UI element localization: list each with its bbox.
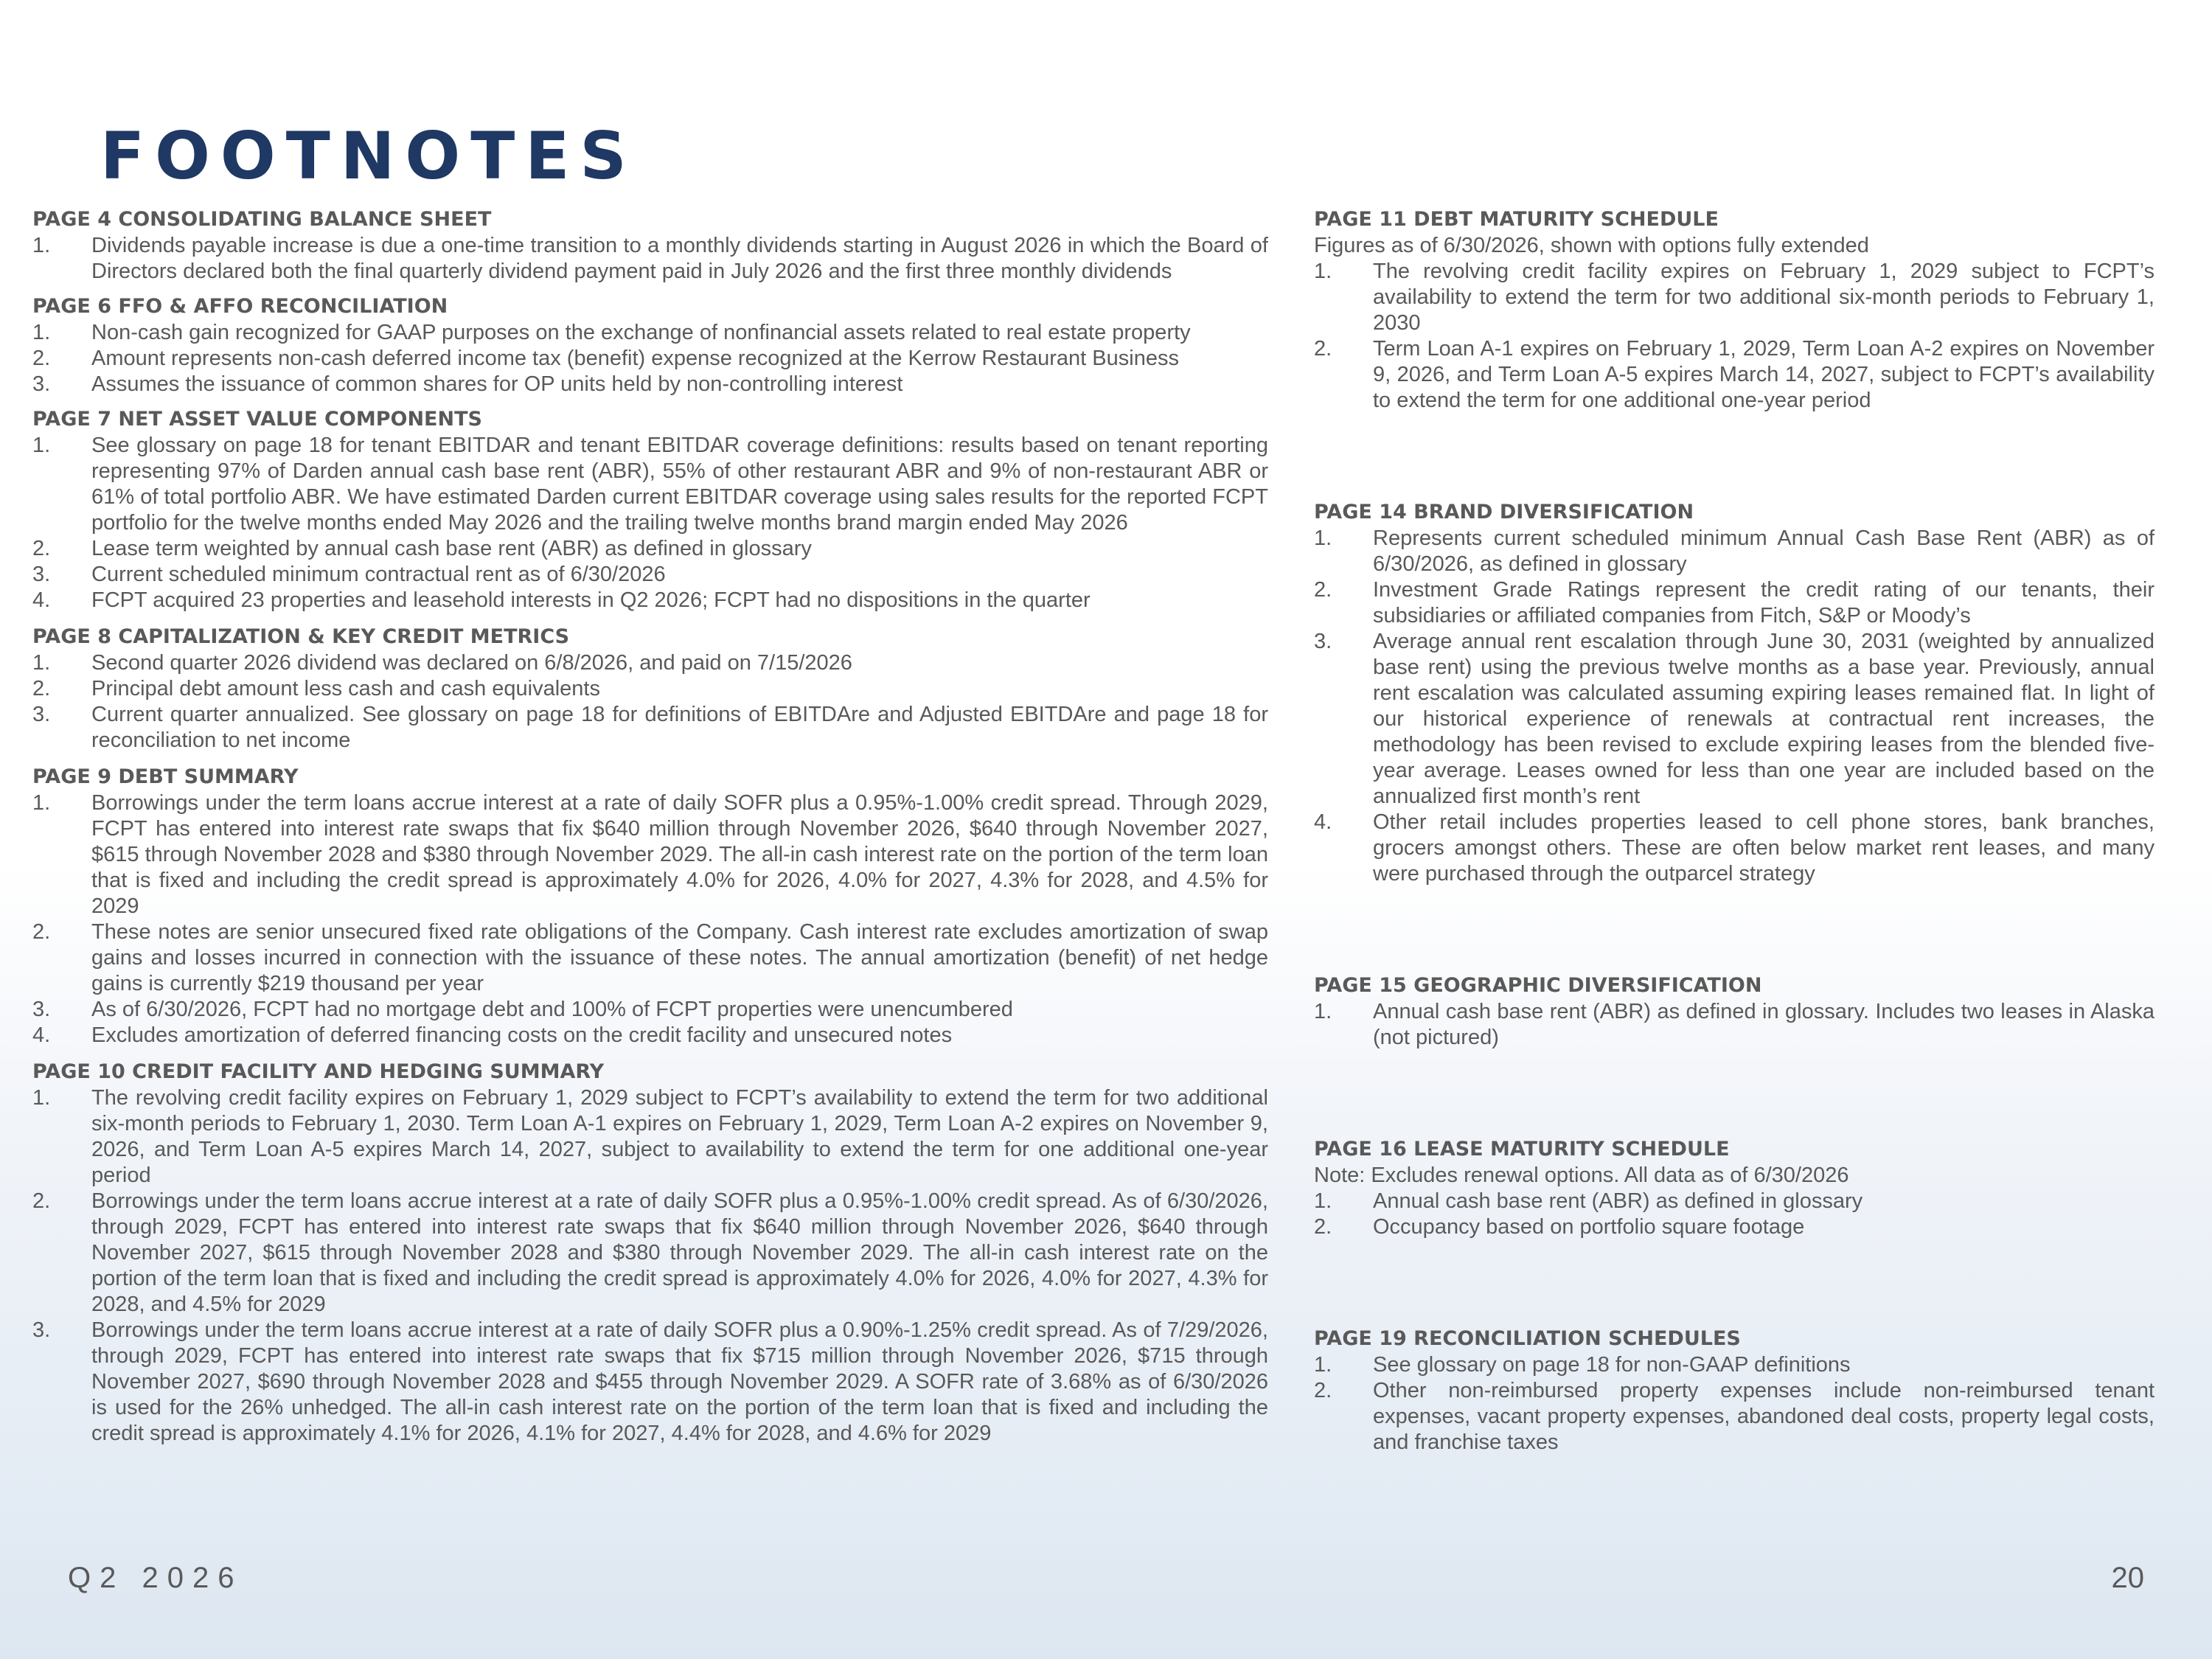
section-heading: PAGE 11 DEBT MATURITY SCHEDULE — [1314, 208, 1719, 231]
footnote-item — [32, 588, 1268, 613]
section-heading: PAGE 6 FFO & AFFO RECONCILIATION — [32, 295, 448, 318]
footnote-text: Other retail includes properties leased to cell phone stores, bank branches, grocers amongst others. These are often below market rent leases, and many were purchased through the outparcel strategy — [1373, 810, 2154, 886]
footnote-item — [32, 1085, 1268, 1189]
footnote-section — [1314, 1136, 2154, 1240]
footnote-text: FCPT acquired 23 properties and leasehold interests in Q2 2026; FCPT had no dispositions in the quarter — [91, 588, 1091, 612]
footnote-text: Annual cash base rent (ABR) as defined in glossary. Includes two leases in Alaska (not pictured) — [1373, 1000, 2154, 1049]
footnote-item — [32, 346, 1268, 372]
footnote-item — [32, 650, 1268, 676]
footnote-number: 2. — [1314, 1379, 1332, 1402]
footnote-item — [32, 997, 1268, 1023]
footnote-number: 3. — [32, 998, 51, 1021]
footnote-text: Excludes amortization of deferred financing costs on the credit facility and unsecured notes — [91, 1023, 953, 1047]
footnote-text: These notes are senior unsecured fixed rate obligations of the Company. Cash interest rate excludes amortization of swap gains and losses incurred in connection with the issuance of these notes. The annual amortization (benefit) of net hedge gains is currently $219 thousand per year — [91, 920, 1268, 995]
footnote-section — [1314, 973, 2154, 1051]
footnote-number: 1. — [32, 234, 51, 257]
footnote-item — [32, 433, 1268, 536]
footnote-item — [1314, 1352, 2154, 1378]
footnote-item — [32, 702, 1268, 754]
footnote-text: Lease term weighted by annual cash base rent (ABR) as defined in glossary — [91, 537, 812, 560]
footnote-item — [1314, 999, 2154, 1051]
footnote-number: 2. — [1314, 578, 1332, 602]
footnote-item — [1314, 629, 2154, 810]
page-number: 20 — [2111, 1562, 2144, 1594]
footnote-list — [1314, 526, 2154, 887]
footnote-number: 1. — [32, 434, 51, 457]
footnote-item — [32, 1318, 1268, 1447]
footer-period: Q2 2026 — [68, 1562, 243, 1594]
footnote-item — [1314, 1214, 2154, 1240]
footnote-section — [32, 406, 1268, 613]
footnote-text: Investment Grade Ratings represent the credit rating of our tenants, their subsidiaries or affiliated companies from Fitch, S&P or Moody’s — [1373, 578, 2154, 627]
footnote-item — [32, 676, 1268, 702]
footnote-text: The revolving credit facility expires on February 1, 2029 subject to FCPT’s availability to extend the term for two additional six-month periods to February 1, 2030. Term Loan A-1 expires on February 1, 2029, Term Loan A-2 expires on November 9, 2026, and Term Loan A-5 expires March 14, 2027, subject to availability to extend the term for one additional one-year period — [91, 1086, 1268, 1187]
footnote-list — [32, 320, 1268, 397]
footnote-number: 2. — [1314, 337, 1332, 361]
section-heading: PAGE 7 NET ASSET VALUE COMPONENTS — [32, 408, 482, 431]
footnote-text: Assumes the issuance of common shares for OP units held by non-controlling interest — [91, 372, 903, 396]
footnote-list — [32, 1085, 1268, 1447]
footnote-text: Dividends payable increase is due a one-time transition to a monthly dividends starting in August 2026 in which the Board of Directors declared both the final quarterly dividend payment paid in July 2026 and the first three monthly dividends — [91, 234, 1268, 283]
footnote-item — [1314, 336, 2154, 414]
footnote-list — [32, 650, 1268, 754]
section-heading: PAGE 16 LEASE MATURITY SCHEDULE — [1314, 1138, 1730, 1161]
footnote-item — [1314, 1378, 2154, 1455]
footnote-text: Term Loan A-1 expires on February 1, 2029, Term Loan A-2 expires on November 9, 2026, and Term Loan A-5 expires March 14, 2027, subject to FCPT’s availability to extend the term for one additional one-year period — [1373, 337, 2154, 412]
footnote-number: 2. — [32, 1189, 51, 1213]
left-footnotes-column — [32, 206, 1268, 1447]
footnote-text: Average annual rent escalation through June 30, 2031 (weighted by annualized base rent) using the previous twelve months as a base year. Previously, annual rent escalation was calculated assuming expiring leases remained flat. In light of our historical experience of renewals at contractual rent increases, the methodology has been revised to exclude expiring leases from the blended five-year average. Leases owned for less than one year are included based on the annualized first month’s rent — [1373, 630, 2154, 808]
footnote-number: 4. — [1314, 810, 1332, 834]
footnote-number: 4. — [32, 588, 51, 612]
footnote-item — [32, 320, 1268, 346]
footnote-number: 1. — [32, 651, 51, 675]
section-heading: PAGE 4 CONSOLIDATING BALANCE SHEET — [32, 208, 492, 231]
footnote-number: 3. — [32, 1318, 51, 1342]
footnote-text: Borrowings under the term loans accrue interest at a rate of daily SOFR plus a 0.90%-1.25% credit spread. As of 7/29/2026, through 2029, FCPT has entered into interest rate swaps that fix $715 million through November 2026, $715 through November 2027, $690 through November 2028 and $455 through November 2029. A SOFR rate of 3.68% as of 6/30/2026 is used for the 26% unhedged. The all-in cash interest rate on the portion of the term loan that is fixed and including the credit spread is approximately 4.1% for 2026, 4.1% for 2027, 4.4% for 2028, and 4.6% for 2029 — [91, 1318, 1268, 1445]
footnote-item — [32, 1189, 1268, 1318]
footnote-text: Second quarter 2026 dividend was declared on 6/8/2026, and paid on 7/15/2026 — [91, 651, 852, 675]
footnote-section — [32, 293, 1268, 397]
footnote-text: Current quarter annualized. See glossary on page 18 for definitions of EBITDAre and Adjusted EBITDAre and page 18 for reconciliation to net income — [91, 703, 1268, 752]
section-heading: PAGE 15 GEOGRAPHIC DIVERSIFICATION — [1314, 974, 1762, 997]
footnote-number: 1. — [1314, 260, 1332, 283]
footnote-number: 2. — [32, 920, 51, 944]
footnote-list — [1314, 1352, 2154, 1455]
footnote-item — [32, 233, 1268, 285]
footnote-item — [1314, 259, 2154, 336]
footnote-number: 2. — [1314, 1215, 1332, 1239]
footnote-item — [32, 1023, 1268, 1048]
footnote-section — [1314, 206, 2154, 414]
footnote-list — [32, 233, 1268, 285]
right-footnotes-column — [1314, 206, 2154, 1455]
footnote-text: See glossary on page 18 for non-GAAP definitions — [1373, 1353, 1851, 1377]
footnote-number: 1. — [1314, 1353, 1332, 1377]
footnote-list — [32, 433, 1268, 613]
footnote-text: Occupancy based on portfolio square footage — [1373, 1215, 1805, 1239]
footnote-item — [32, 790, 1268, 919]
footnote-list — [1314, 999, 2154, 1051]
footnote-number: 1. — [1314, 1189, 1332, 1213]
footnote-number: 1. — [1314, 526, 1332, 550]
footnote-item — [1314, 810, 2154, 887]
footnote-section — [1314, 499, 2154, 887]
footnote-number: 3. — [1314, 630, 1332, 653]
footnote-number: 2. — [32, 677, 51, 700]
footnote-number: 1. — [1314, 1000, 1332, 1023]
footnote-item — [32, 536, 1268, 562]
footnote-text: Represents current scheduled minimum Annual Cash Base Rent (ABR) as of 6/30/2026, as defined in glossary — [1373, 526, 2154, 576]
footnote-item — [32, 372, 1268, 397]
footnote-number: 3. — [32, 372, 51, 396]
footnote-number: 1. — [32, 321, 51, 344]
footnote-number: 3. — [32, 563, 51, 586]
section-note: Figures as of 6/30/2026, shown with options fully extended — [1314, 234, 1869, 257]
footnote-text: Annual cash base rent (ABR) as defined in glossary — [1373, 1189, 1863, 1213]
footnote-item — [32, 562, 1268, 588]
footnote-text: Principal debt amount less cash and cash equivalents — [91, 677, 600, 700]
footnote-item — [32, 919, 1268, 997]
footnote-text: Non-cash gain recognized for GAAP purposes on the exchange of nonfinancial assets related to real estate property — [91, 321, 1191, 344]
footnote-text: As of 6/30/2026, FCPT had no mortgage debt and 100% of FCPT properties were unencumbered — [91, 998, 1013, 1021]
footnote-list — [32, 790, 1268, 1048]
section-heading: PAGE 10 CREDIT FACILITY AND HEDGING SUMMARY — [32, 1060, 605, 1083]
footnote-section — [32, 1059, 1268, 1447]
section-heading: PAGE 9 DEBT SUMMARY — [32, 765, 299, 788]
footnote-list — [1314, 259, 2154, 414]
footnote-text: Amount represents non-cash deferred income tax (benefit) expense recognized at the Kerrow Restaurant Business — [91, 347, 1179, 370]
footnote-text: Other non-reimbursed property expenses include non-reimbursed tenant expenses, vacant property expenses, abandoned deal costs, property legal costs, and franchise taxes — [1373, 1379, 2154, 1454]
footnote-number: 2. — [32, 347, 51, 370]
section-heading: PAGE 14 BRAND DIVERSIFICATION — [1314, 501, 1694, 524]
footnote-section — [32, 624, 1268, 754]
footnote-section — [32, 764, 1268, 1048]
section-heading: PAGE 8 CAPITALIZATION & KEY CREDIT METRICS — [32, 625, 570, 648]
footnote-list — [1314, 1189, 2154, 1240]
section-note: Note: Excludes renewal options. All data as of 6/30/2026 — [1314, 1164, 1849, 1187]
footnote-text: See glossary on page 18 for tenant EBITDAR and tenant EBITDAR coverage definitions: results based on tenant reporting representing 97% of Darden annual cash base rent (ABR), 55% of other restaurant ABR and 9% of non-restaurant ABR or 61% of total portfolio ABR. We have estimated Darden current EBITDAR coverage using sales results for the reported FCPT portfolio for the twelve months ended May 2026 and the trailing twelve months brand margin ended May 2026 — [91, 434, 1268, 535]
footnote-number: 2. — [32, 537, 51, 560]
footnote-text: The revolving credit facility expires on February 1, 2029 subject to FCPT’s availability to extend the term for two additional six-month periods to February 1, 2030 — [1373, 260, 2154, 335]
footnote-section — [1314, 1326, 2154, 1455]
footnote-item — [1314, 526, 2154, 577]
section-heading: PAGE 19 RECONCILIATION SCHEDULES — [1314, 1327, 1741, 1350]
page-title: FOOTNOTES — [100, 118, 637, 194]
footnote-item — [1314, 1189, 2154, 1214]
footnote-text: Borrowings under the term loans accrue interest at a rate of daily SOFR plus a 0.95%-1.00% credit spread. Through 2029, FCPT has entered into interest rate swaps that fix $640 million through November 2026, $640 through November 2027, $615 through November 2028 and $380 through November 2029. The all-in cash interest rate on the portion of the term loan that is fixed and including the credit spread is approximately 4.0% for 2026, 4.0% for 2027, 4.3% for 2028, and 4.5% for 2029 — [91, 791, 1268, 918]
footnote-number: 1. — [32, 791, 51, 815]
footnote-text: Current scheduled minimum contractual rent as of 6/30/2026 — [91, 563, 666, 586]
footnote-item — [1314, 577, 2154, 629]
footnote-text: Borrowings under the term loans accrue interest at a rate of daily SOFR plus a 0.95%-1.00% credit spread. As of 6/30/2026, through 2029, FCPT has entered into interest rate swaps that fix $640 million through November 2026, $640 through November 2027, $615 through November 2028 and $380 through November 2029. The all-in cash interest rate on the portion of the term loan that is fixed and including the credit spread is approximately 4.0% for 2026, 4.0% for 2027, 4.3% for 2028, and 4.5% for 2029 — [91, 1189, 1268, 1316]
footnote-section — [32, 206, 1268, 285]
footnote-number: 4. — [32, 1023, 51, 1047]
footnote-number: 3. — [32, 703, 51, 726]
footnote-number: 1. — [32, 1086, 51, 1110]
